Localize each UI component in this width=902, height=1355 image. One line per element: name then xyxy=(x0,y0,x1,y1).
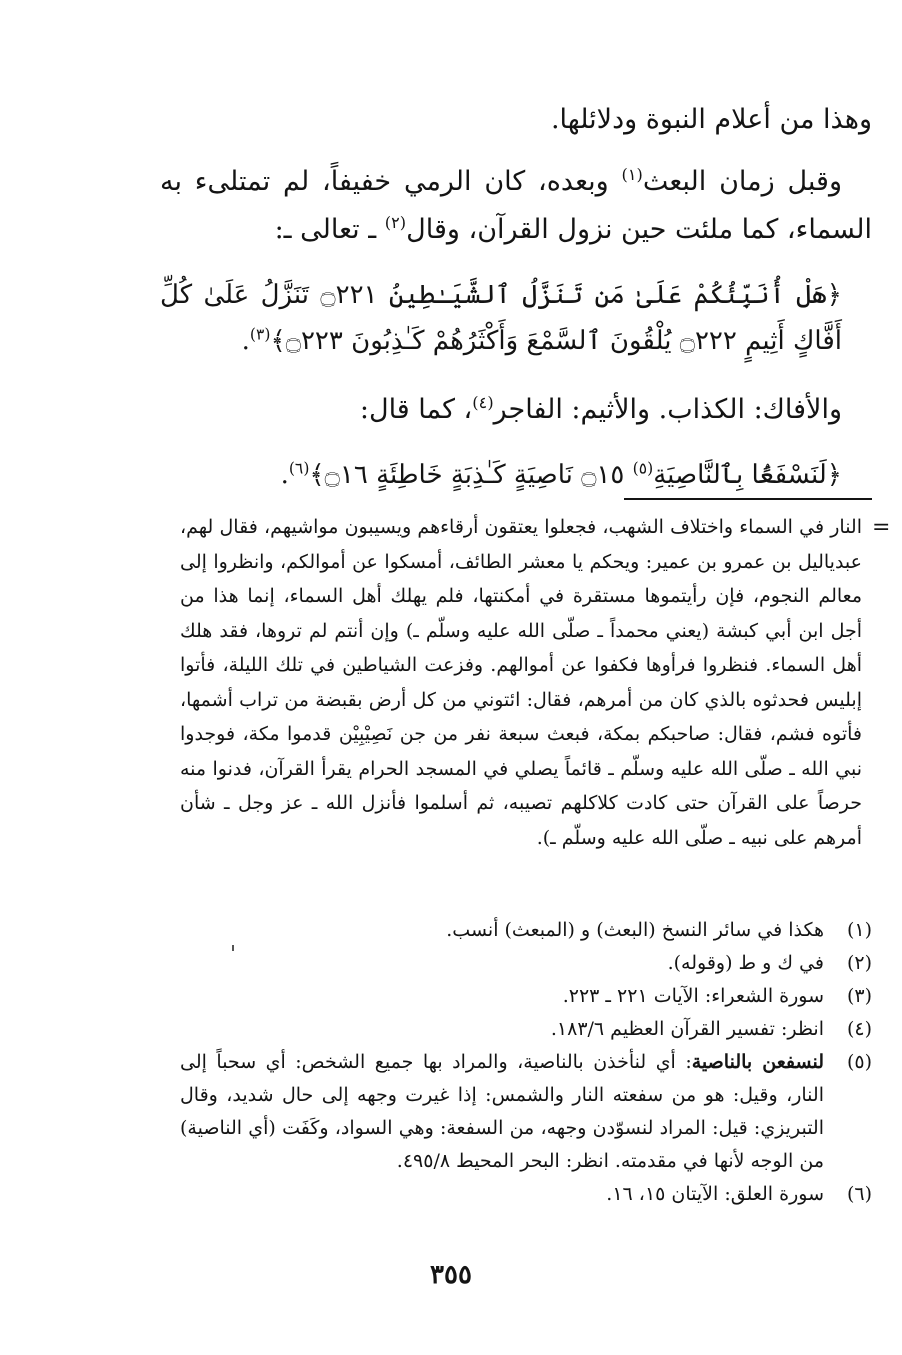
footnote-text: في ك و ط (وقوله). xyxy=(667,952,824,974)
footnote-ref-4[interactable]: (٤) xyxy=(472,393,494,412)
footnote-text: سورة الشعراء: الآيات ٢٢١ ـ ٢٢٣. xyxy=(562,985,824,1007)
footnote-number: (٣) xyxy=(846,985,872,1007)
scan-speck xyxy=(232,945,234,951)
footnote-text: انظر: تفسير القرآن العظيم ١٨٣/٦. xyxy=(550,1018,824,1040)
footnote-4 xyxy=(180,1013,872,1046)
footnote-ref-2[interactable]: (٢) xyxy=(384,213,407,232)
footnote-ref-3[interactable]: (٣) xyxy=(249,325,271,344)
footnote-6 xyxy=(180,1178,872,1211)
paragraph-2-part-c: ـ تعالى ـ: xyxy=(274,214,385,245)
paragraph-2-part-a: وقبل زمان البعث xyxy=(642,166,842,197)
paragraph-1: وهذا من أعلام النبوة ودلائلها. xyxy=(550,104,872,135)
footnote-body: : أي لنأخذن بالناصية، والمراد بها جميع الشخص: أي سحباً إلى النار، وقيل: هو من سفعته النار والشمس: إذا غيرت وجهه إلى حال شديد، وقال التبريزي: قيل: المراد لنسوّدن وجهه، من السفعة: وهي السواد، وكَفَت (أي الناصية) من الوجه لأنها في مقدمته. انظر: البحر المحيط ٤٩٥/٨. xyxy=(180,1051,824,1172)
page-number: ٣٥٥ xyxy=(430,1260,472,1290)
footnote-text: هكذا في سائر النسخ (البعث) و (المبعث) أنسب. xyxy=(446,919,824,941)
footnote-number: (٦) xyxy=(846,1183,872,1205)
footnote-1 xyxy=(180,914,872,947)
footnote-ref-5[interactable]: (٥) xyxy=(632,459,654,478)
footnote-headword: لنسفعن بالناصية xyxy=(691,1051,824,1073)
footnote-3 xyxy=(180,980,872,1013)
quran-verse-1-text: ﴿هَلْ أُنَبِّئُكُمْ عَلَىٰ مَن تَنَزَّلُ ٱلشَّيَـٰطِينُ ۝٢٢١ تَنَزَّلُ عَلَىٰ كُلِّ أَفَّاكٍ أَثِيمٍ ۝٢٢٢ يُلْقُونَ ٱلسَّمْعَ وَأَكْثَرُهُمْ كَـٰذِبُونَ ۝٢٢٣﴾ xyxy=(160,280,842,356)
footnote-2 xyxy=(180,947,872,980)
quran-verse-2-part-a: ﴿لَنَسْفَعًۢا بِٱلنَّاصِيَةِ xyxy=(653,460,842,490)
paragraph-3-part-a: والأفاك: الكذاب. والأثيم: الفاجر xyxy=(493,394,842,425)
footnote-number: (٢) xyxy=(846,952,872,974)
footnote-number: (١) xyxy=(846,919,872,941)
footnotes-list xyxy=(180,914,872,1211)
quran-verse-1-period: . xyxy=(241,326,250,356)
paragraph-3-part-b: ، كما قال: xyxy=(359,394,473,425)
footnote-number: (٥) xyxy=(846,1051,872,1073)
continuation-mark: = xyxy=(872,515,891,540)
footnote-text xyxy=(180,1046,824,1178)
quran-verse-2-part-b: ۝١٥ نَاصِيَةٍ كَـٰذِبَةٍ خَاطِئَةٍ ۝١٦﴾ xyxy=(309,460,633,490)
footnote-ref-1[interactable]: (١) xyxy=(621,165,643,184)
footnote-ref-6[interactable]: (٦) xyxy=(288,459,310,478)
quran-verse-2 xyxy=(160,452,872,498)
quran-verse-1 xyxy=(160,272,872,364)
footnote-number: (٤) xyxy=(846,1018,872,1040)
main-text xyxy=(160,96,872,498)
footnote-separator xyxy=(624,498,872,500)
paragraph-3 xyxy=(160,386,872,434)
quran-verse-2-period: . xyxy=(280,460,289,490)
footnote-continuation: النار في السماء واختلاف الشهب، فجعلوا يعتقون أرقاءهم ويسيبون مواشيهم، فقال لهم، عبدياليل بن عمرو بن عمير: ويحكم يا معشر الطائف، أمسكوا عن أموالكم، وانظروا إلى معالم النجوم، فإن رأيتموها مستقرة في أمكنتها، فلم يهلك أهل السماء، إنما هذا من أجل ابن أبي كبشة (يعني محمداً ـ صلّى الله عليه وسلّم ـ) وإن أنتم لم تروها، فقد هلك أهل السماء. فنظروا فرأوها فكفوا عن أموالهم. وفزعت الشياطين في تلك الليلة، فأتوا إبليس فحدثوه بالذي كان من أمرهم، فقال: ائتوني من كل أرض بقبضة من تراب أشمها، فأتوه فشم، فقال: صاحبكم بمكة، فبعث سبعة نفر من جن نَصِيْبِيْن قدموا مكة، فوجدوا نبي الله ـ صلّى الله عليه وسلّم ـ قائماً يصلي في المسجد الحرام يقرأ القرآن، فدنوا منه حرصاً على القرآن حتى كادت كلاكلهم تصيبه، ثم أسلموا فأنزل الله ـ عز وجل ـ شأن أمرهم على نبيه ـ صلّى الله عليه وسلّم ـ). xyxy=(180,516,862,849)
footnote-5 xyxy=(180,1046,872,1178)
paragraph-2 xyxy=(160,158,872,254)
footnote-text: سورة العلق: الآيتان ١٥، ١٦. xyxy=(606,1183,824,1205)
paragraph-2-part-b: وبعده، كان الرمي خفيفاً، لم تمتلىء به السماء، كما ملئت حين نزول القرآن، وقال xyxy=(160,166,872,245)
